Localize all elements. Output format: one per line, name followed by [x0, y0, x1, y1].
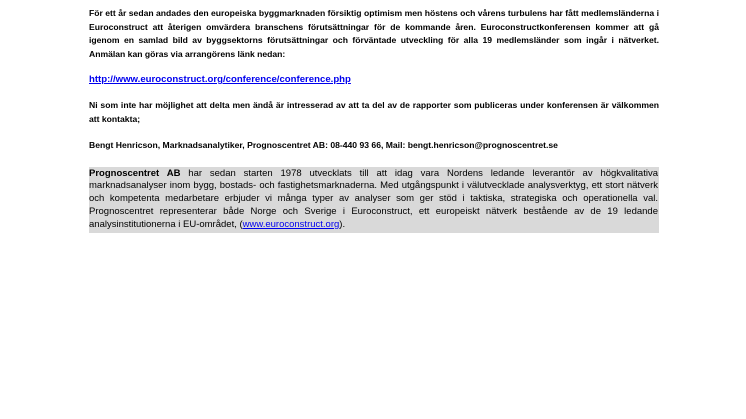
euroconstruct-link[interactable]: www.euroconstruct.org [242, 219, 340, 231]
company-name: Prognoscentret AB [89, 167, 181, 179]
conference-link[interactable]: http://www.euroconstruct.org/conference/conference.php [89, 74, 351, 85]
contact-line: Bengt Henricson, Marknadsanalytiker, Prognoscentret AB: 08-440 93 66, Mail: bengt.henricson@prognoscentret.se [89, 140, 558, 150]
conference-link-line [89, 73, 659, 86]
about-text-end: ). [339, 219, 346, 231]
about-company-box [89, 167, 659, 234]
about-text: har sedan starten 1978 utvecklats till att idag vara Nordens ledande leverantör av högkvalitativa marknadsanalyser inom bygg, bostads- och fastighetsmarknaderna. Med utgångspunkt i välutvecklade analysverktyg, ett stort nätverk och kompetenta medarbetare erbjuder vi många typer av analyser som ger stöd i taktiska, strategiska och operationella val. Prognoscentret representerar både Norge och Sverige i Euroconstruct, ett europeiskt nätverk bestående av de 19 ledande analysinstitutionerna i EU-området, ( [89, 167, 659, 231]
document-page [89, 7, 659, 233]
intro-paragraph: För ett år sedan andades den europeiska byggmarknaden försiktig optimism men höstens och vårens turbulens har fått medlemsländerna i Euroconstruct att återigen omvärdera branschens förutsättningar för de kommande åren. Euroconstructkonferensen kommer att gå igenom en samlad bild av byggsektorns förutsättningar och förväntade utveckling för alla 19 medlemsländer som ingår i nätverket. Anmälan kan göras via arrangörens länk nedan: [89, 8, 659, 59]
reports-paragraph: Ni som inte har möjlighet att delta men ändå är intresserad av att ta del av de rapporter som publiceras under konferensen är välkommen att kontakta; [89, 100, 659, 124]
